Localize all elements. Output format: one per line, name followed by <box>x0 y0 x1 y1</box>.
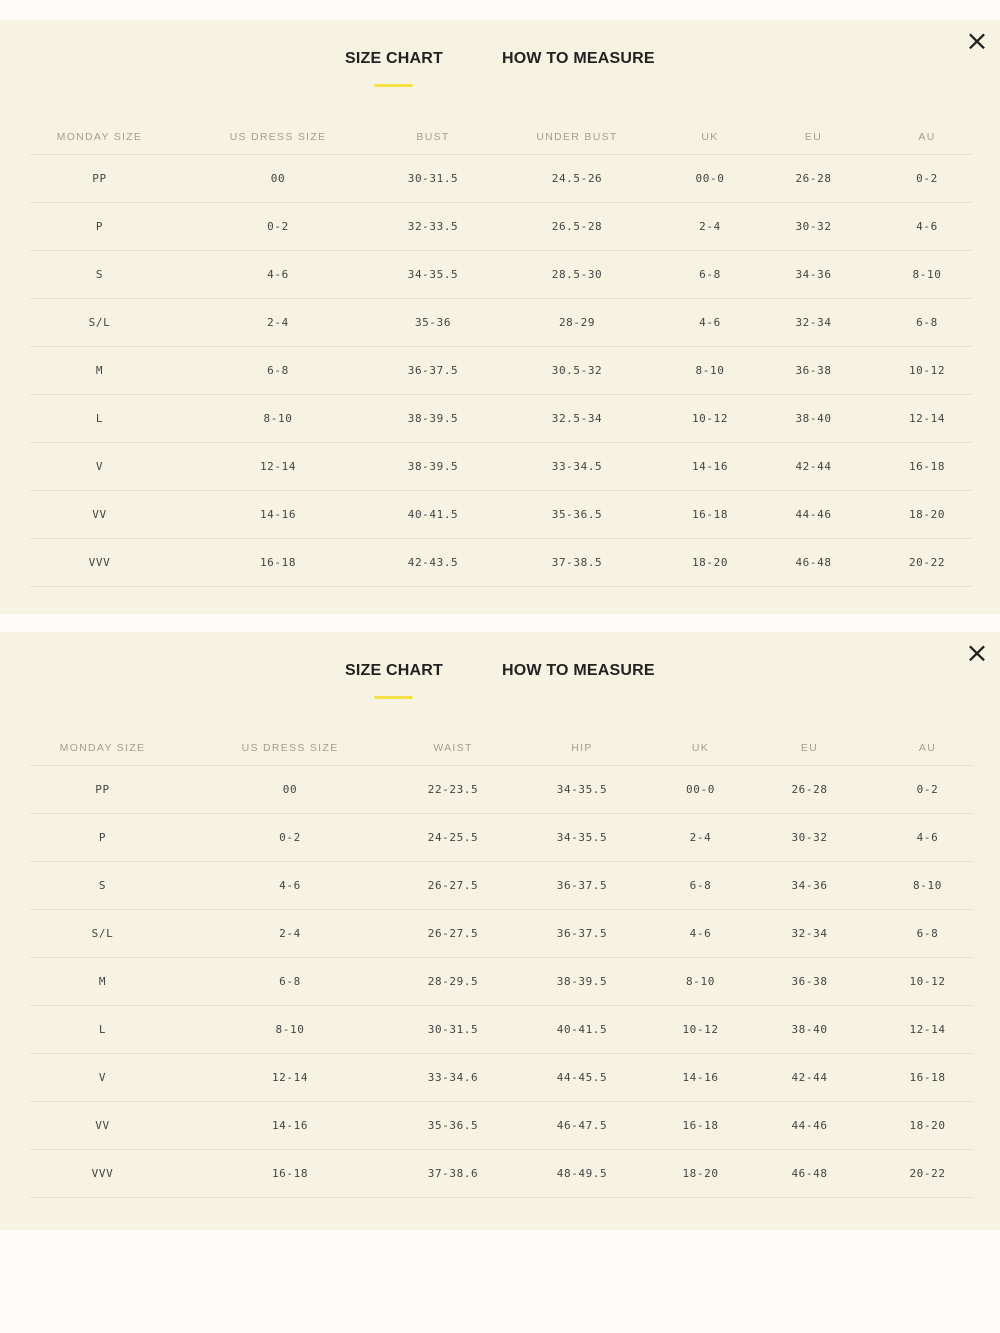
column-header: US DRESS SIZE <box>169 120 387 155</box>
table-row <box>30 1054 974 1102</box>
close-icon[interactable]: × <box>965 24 989 57</box>
table-row <box>30 443 972 491</box>
table-cell: 26-28 <box>738 766 881 814</box>
tab-bar <box>0 662 1000 712</box>
table-cell: 30-31.5 <box>387 155 479 203</box>
table-cell: VVV <box>30 1150 175 1198</box>
table-cell: PP <box>30 766 175 814</box>
table-cell: 18-20 <box>675 539 745 587</box>
table-cell: 16-18 <box>675 491 745 539</box>
table-cell: 42-43.5 <box>387 539 479 587</box>
table-cell: 48-49.5 <box>501 1150 663 1198</box>
table-row <box>30 1102 974 1150</box>
table-cell: 18-20 <box>882 491 972 539</box>
table-cell: 2-4 <box>175 910 405 958</box>
table-cell: M <box>30 347 169 395</box>
table-cell: 36-38 <box>738 958 881 1006</box>
table-cell: 44-46 <box>738 1102 881 1150</box>
table-row <box>30 766 974 814</box>
table-cell: 26-27.5 <box>405 862 501 910</box>
table-cell: 26.5-28 <box>479 203 675 251</box>
table-cell: 12-14 <box>881 1006 974 1054</box>
table-cell: 46-47.5 <box>501 1102 663 1150</box>
size-table-bust <box>30 120 972 587</box>
tab-how-to-measure[interactable]: HOW TO MEASURE <box>502 50 655 67</box>
table-row <box>30 1150 974 1198</box>
table-cell: VVV <box>30 539 169 587</box>
table-cell: 4-6 <box>175 862 405 910</box>
size-table-waist-hip <box>30 731 974 1198</box>
table-cell: 00 <box>169 155 387 203</box>
table-cell: 6-8 <box>175 958 405 1006</box>
table-cell: 6-8 <box>663 862 738 910</box>
column-header: HIP <box>501 731 663 766</box>
column-header: AU <box>882 120 972 155</box>
table-cell: 32-34 <box>745 299 882 347</box>
table-cell: VV <box>30 491 169 539</box>
table-cell: V <box>30 1054 175 1102</box>
table-cell: 33-34.6 <box>405 1054 501 1102</box>
table-cell: 16-18 <box>882 443 972 491</box>
table-row <box>30 958 974 1006</box>
table-cell: 16-18 <box>175 1150 405 1198</box>
table-cell: 16-18 <box>881 1054 974 1102</box>
table-cell: S/L <box>30 299 169 347</box>
table-cell: 38-39.5 <box>501 958 663 1006</box>
table-cell: P <box>30 203 169 251</box>
column-header: UK <box>675 120 745 155</box>
table-cell: 28-29.5 <box>405 958 501 1006</box>
table-cell: 38-39.5 <box>387 395 479 443</box>
table-cell: 40-41.5 <box>501 1006 663 1054</box>
table-cell: 8-10 <box>882 251 972 299</box>
table-cell: 42-44 <box>738 1054 881 1102</box>
table-row <box>30 910 974 958</box>
table-cell: 00-0 <box>675 155 745 203</box>
table-cell: 8-10 <box>175 1006 405 1054</box>
active-tab-indicator <box>374 84 413 87</box>
table-cell: 6-8 <box>882 299 972 347</box>
table-cell: 28.5-30 <box>479 251 675 299</box>
table-cell: 20-22 <box>881 1150 974 1198</box>
table-cell: 32-33.5 <box>387 203 479 251</box>
table-cell: 35-36.5 <box>479 491 675 539</box>
table-cell: 40-41.5 <box>387 491 479 539</box>
table-cell: 16-18 <box>663 1102 738 1150</box>
table-cell: 14-16 <box>675 443 745 491</box>
table-cell: 4-6 <box>882 203 972 251</box>
table-cell: 36-38 <box>745 347 882 395</box>
table-cell: 26-27.5 <box>405 910 501 958</box>
table-cell: 2-4 <box>675 203 745 251</box>
table-cell: 33-34.5 <box>479 443 675 491</box>
table-cell: L <box>30 1006 175 1054</box>
table-cell: 12-14 <box>175 1054 405 1102</box>
table-cell: 32-34 <box>738 910 881 958</box>
table-cell: 10-12 <box>675 395 745 443</box>
table-cell: 6-8 <box>675 251 745 299</box>
table-row <box>30 1006 974 1054</box>
table-cell: 18-20 <box>881 1102 974 1150</box>
table-cell: 4-6 <box>663 910 738 958</box>
table-cell: 20-22 <box>882 539 972 587</box>
close-icon[interactable]: × <box>965 636 989 669</box>
table-cell: 8-10 <box>881 862 974 910</box>
table-row <box>30 814 974 862</box>
table-cell: 4-6 <box>675 299 745 347</box>
table-row <box>30 203 972 251</box>
table-cell: 38-40 <box>738 1006 881 1054</box>
table-cell: 4-6 <box>881 814 974 862</box>
table-cell: 37-38.5 <box>479 539 675 587</box>
table-cell: 10-12 <box>663 1006 738 1054</box>
table-cell: 37-38.6 <box>405 1150 501 1198</box>
table-cell: 36-37.5 <box>501 910 663 958</box>
table-cell: 0-2 <box>881 766 974 814</box>
table-cell: 36-37.5 <box>387 347 479 395</box>
table-cell: V <box>30 443 169 491</box>
table-cell: 2-4 <box>663 814 738 862</box>
table-cell: 0-2 <box>175 814 405 862</box>
table-cell: 30-32 <box>738 814 881 862</box>
size-chart-panel-bottom <box>0 632 1000 1230</box>
tab-how-to-measure[interactable]: HOW TO MEASURE <box>502 662 655 679</box>
table-cell: 38-40 <box>745 395 882 443</box>
table-cell: 6-8 <box>169 347 387 395</box>
table-cell: 12-14 <box>169 443 387 491</box>
table-cell: 18-20 <box>663 1150 738 1198</box>
tab-size-chart[interactable]: SIZE CHART <box>345 50 443 67</box>
table-cell: 46-48 <box>745 539 882 587</box>
table-cell: 36-37.5 <box>501 862 663 910</box>
table-cell: 8-10 <box>169 395 387 443</box>
table-cell: 8-10 <box>675 347 745 395</box>
column-header: MONDAY SIZE <box>30 120 169 155</box>
table-cell: 6-8 <box>881 910 974 958</box>
table-cell: 35-36 <box>387 299 479 347</box>
table-cell: 44-46 <box>745 491 882 539</box>
table-cell: 12-14 <box>882 395 972 443</box>
table-cell: 44-45.5 <box>501 1054 663 1102</box>
table-cell: 14-16 <box>175 1102 405 1150</box>
table-row <box>30 251 972 299</box>
table-cell: VV <box>30 1102 175 1150</box>
table-cell: 4-6 <box>169 251 387 299</box>
table-cell: 34-35.5 <box>387 251 479 299</box>
table-cell: 0-2 <box>169 203 387 251</box>
table-cell: 42-44 <box>745 443 882 491</box>
table-cell: L <box>30 395 169 443</box>
column-header: MONDAY SIZE <box>30 731 175 766</box>
table-cell: P <box>30 814 175 862</box>
table-cell: 46-48 <box>738 1150 881 1198</box>
table-cell: 28-29 <box>479 299 675 347</box>
table-cell: M <box>30 958 175 1006</box>
table-row <box>30 347 972 395</box>
table-cell: 00-0 <box>663 766 738 814</box>
table-cell: 8-10 <box>663 958 738 1006</box>
table-row <box>30 155 972 203</box>
table-cell: 14-16 <box>663 1054 738 1102</box>
size-chart-panel-top <box>0 20 1000 614</box>
column-header: WAIST <box>405 731 501 766</box>
column-header: EU <box>738 731 881 766</box>
table-cell: 34-36 <box>745 251 882 299</box>
table-cell: 10-12 <box>881 958 974 1006</box>
tab-bar <box>0 50 1000 100</box>
table-cell: S/L <box>30 910 175 958</box>
table-cell: 16-18 <box>169 539 387 587</box>
table-header-row <box>30 120 972 155</box>
column-header: AU <box>881 731 974 766</box>
column-header: US DRESS SIZE <box>175 731 405 766</box>
column-header: UNDER BUST <box>479 120 675 155</box>
table-row <box>30 491 972 539</box>
table-cell: 35-36.5 <box>405 1102 501 1150</box>
table-cell: 34-36 <box>738 862 881 910</box>
column-header: UK <box>663 731 738 766</box>
table-cell: 38-39.5 <box>387 443 479 491</box>
table-cell: 30.5-32 <box>479 347 675 395</box>
tab-size-chart[interactable]: SIZE CHART <box>345 662 443 679</box>
table-cell: 26-28 <box>745 155 882 203</box>
table-cell: 32.5-34 <box>479 395 675 443</box>
table-cell: 34-35.5 <box>501 814 663 862</box>
active-tab-indicator <box>374 696 413 699</box>
table-cell: 30-32 <box>745 203 882 251</box>
table-cell: 0-2 <box>882 155 972 203</box>
table-row <box>30 395 972 443</box>
column-header: BUST <box>387 120 479 155</box>
table-row <box>30 862 974 910</box>
table-cell: 10-12 <box>882 347 972 395</box>
table-cell: PP <box>30 155 169 203</box>
table-cell: 30-31.5 <box>405 1006 501 1054</box>
table-cell: 2-4 <box>169 299 387 347</box>
table-cell: 24.5-26 <box>479 155 675 203</box>
table-cell: 14-16 <box>169 491 387 539</box>
table-row <box>30 299 972 347</box>
table-cell: 34-35.5 <box>501 766 663 814</box>
table-cell: 22-23.5 <box>405 766 501 814</box>
table-header-row <box>30 731 974 766</box>
table-cell: 24-25.5 <box>405 814 501 862</box>
table-cell: S <box>30 862 175 910</box>
table-cell: S <box>30 251 169 299</box>
table-cell: 00 <box>175 766 405 814</box>
column-header: EU <box>745 120 882 155</box>
table-row <box>30 539 972 587</box>
